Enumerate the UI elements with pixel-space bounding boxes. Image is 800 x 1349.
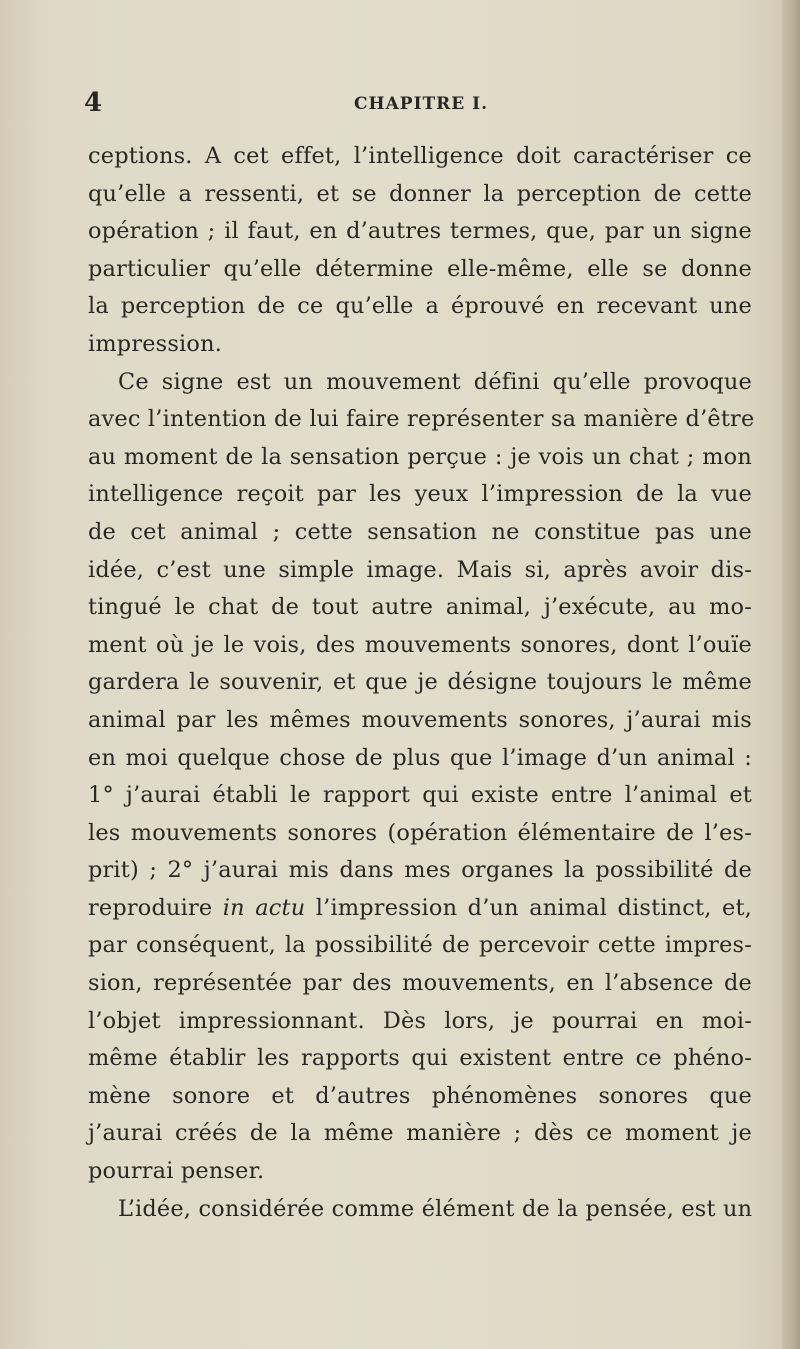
text-line: j’aurai créés de la même manière ; dès ce moment je (88, 1120, 752, 1147)
running-head: CHAPITRE I. (354, 94, 489, 114)
text-line: l’objet impressionnant. Dès lors, je pourrai en moi- (88, 1007, 752, 1034)
text-line: Ce signe est un mouvement défini qu’elle provoque (118, 368, 752, 395)
text-line: intelligence reçoit par les yeux l’impression de la vue (88, 481, 752, 508)
text-line: par conséquent, la possibilité de percevoir cette impres- (88, 932, 752, 959)
text-line: L’idée, considérée comme élément de la pensée, est un (118, 1195, 753, 1222)
text-line: idée, c’est une simple image. Mais si, après avoir dis- (88, 556, 752, 583)
text-line: en moi quelque chose de plus que l’image d’un animal : (88, 744, 752, 771)
text-line: ceptions. A cet effet, l’intelligence doit caractériser ce (88, 143, 752, 169)
page-header (84, 88, 754, 118)
text-line: même établir les rapports qui existent entre ce phéno- (88, 1045, 752, 1072)
text-line: opération ; il faut, en d’autres termes, que, par un signe (88, 218, 752, 245)
text-line: particulier qu’elle détermine elle-même, elle se donne (88, 255, 752, 282)
body-text (88, 138, 755, 1228)
text-line: pourrai penser. (88, 1158, 265, 1185)
text-line: 1° j’aurai établi le rapport qui existe entre l’animal et (88, 782, 752, 809)
text-line: reproduire in actu l’impression d’un animal distinct, et, (88, 894, 752, 921)
text-line: avec l’intention de lui faire représenter sa manière d’être (88, 406, 755, 433)
text-line: au moment de la sensation perçue : je vois un chat ; mon (88, 443, 752, 470)
latin-phrase: in actu (222, 894, 306, 921)
text-line: les mouvements sonores (opération élémentaire de l’es- (88, 819, 752, 846)
text-line: animal par les mêmes mouvements sonores, j’aurai mis (88, 706, 752, 733)
text-line: tingué le chat de tout autre animal, j’exécute, au mo- (88, 594, 752, 621)
text-line: gardera le souvenir, et que je désigne toujours le même (88, 669, 752, 696)
text-line: de cet animal ; cette sensation ne constitue pas une (88, 518, 752, 545)
page-edge-shadow (782, 0, 800, 1349)
text-line: ment où je le vois, des mouvements sonores, dont l’ouïe (88, 631, 752, 658)
text-line: sion, représentée par des mouvements, en l’absence de (88, 970, 752, 997)
text-line: la perception de ce qu’elle a éprouvé en recevant une (88, 293, 752, 320)
text-line: qu’elle a ressenti, et se donner la perception de cette (88, 180, 752, 207)
text-line: impression. (88, 330, 223, 357)
text-line: mène sonore et d’autres phénomènes sonores que (88, 1082, 752, 1109)
text-line: prit) ; 2° j’aurai mis dans mes organes la possibilité de (88, 857, 752, 884)
page-number: 4 (84, 88, 103, 118)
